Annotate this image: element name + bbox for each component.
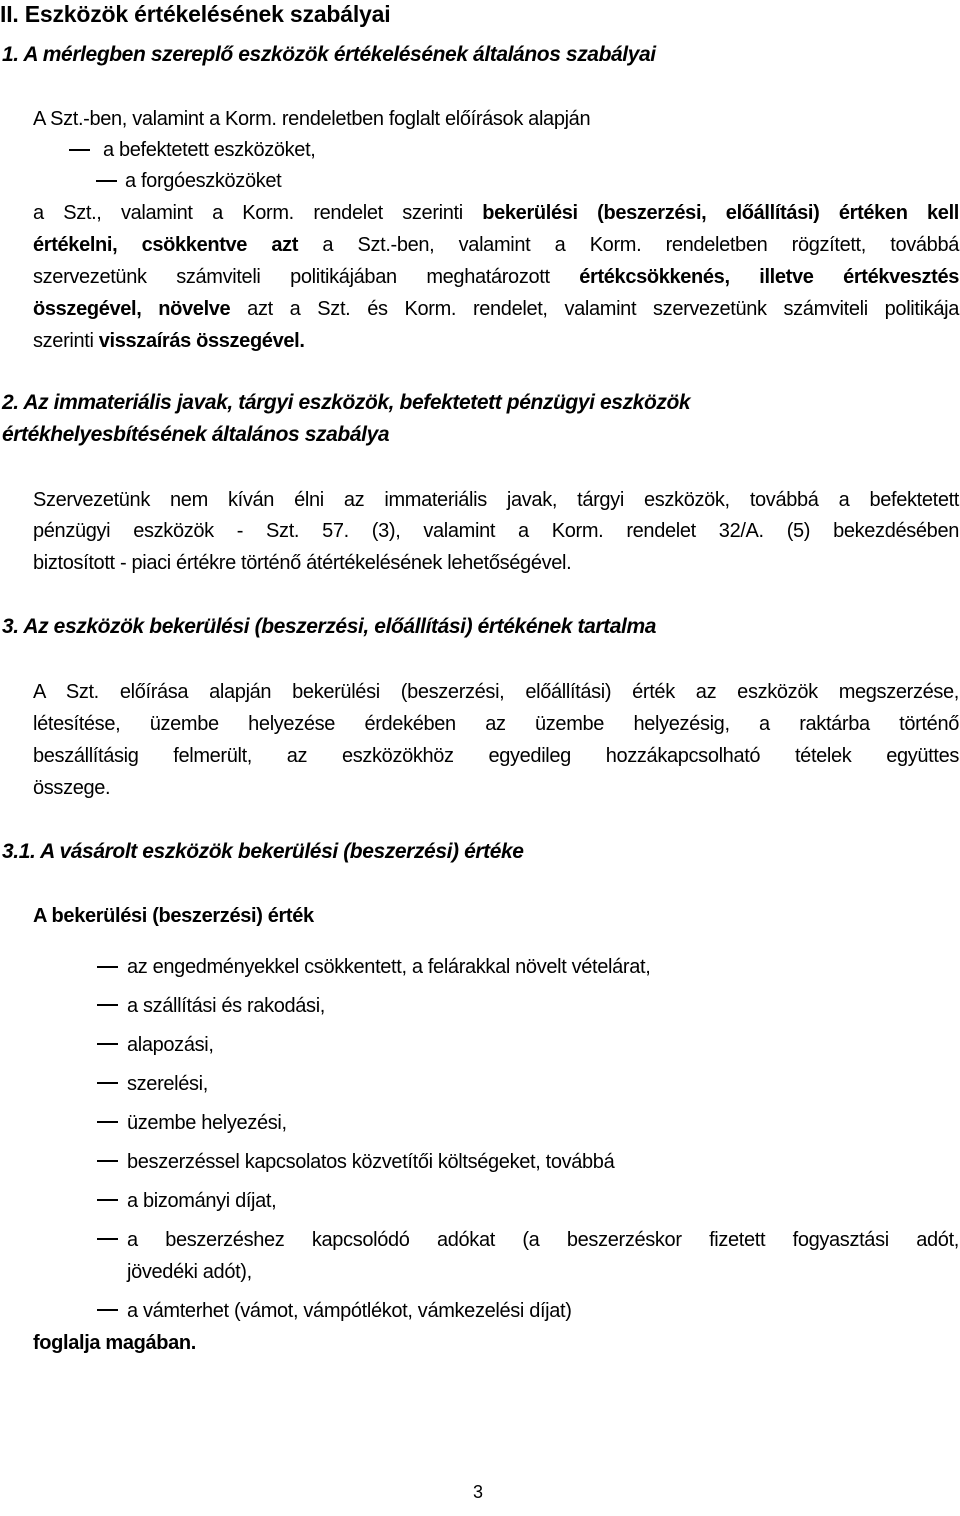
page-number: 3: [473, 1482, 484, 1502]
heading-2-line-1: 2. Az immateriális javak, tárgyi eszközök, befektetett pénzügyi eszközök: [2, 391, 691, 414]
s31-item-7: a bizományi díjat,: [127, 1190, 277, 1212]
heading-2-line-2: értékhelyesbítésének általános szabálya: [2, 423, 390, 446]
s1-line-5: szerinti visszaírás összegével.: [33, 330, 305, 352]
s31-closing: foglalja magában.: [33, 1332, 196, 1354]
s3-para-line-1: A Szt. előírása alapján bekerülési (beszerzési, előállítási) érték az eszközök megszerzése,: [33, 681, 959, 703]
s31-item-4: szerelési,: [127, 1073, 208, 1095]
dash-bullet: [97, 1238, 118, 1240]
s31-item-1: az engedményekkel csökkentett, a felárakkal növelt vételárat,: [127, 956, 651, 978]
dash-bullet: [97, 1199, 118, 1201]
s31-subheading: A bekerülési (beszerzési) érték: [33, 905, 314, 927]
dash-bullet: [97, 1121, 118, 1123]
s2-para-line-3: biztosított - piaci értékre történő átértékelésének lehetőségével.: [33, 552, 572, 574]
s31-item-9: a vámterhet (vámot, vámpótlékot, vámkezelési díjat): [127, 1300, 572, 1322]
dash-bullet: [96, 180, 117, 182]
s3-para-line-4: összege.: [33, 777, 111, 799]
s31-item-5: üzembe helyezési,: [127, 1112, 287, 1134]
s1-line-1: a Szt., valamint a Korm. rendelet szerinti bekerülési (beszerzési, előállítási) értéken kell: [33, 202, 959, 224]
s3-para-line-3: beszállításig felmerült, az eszközökhöz egyedileg hozzákapcsolható tételek együttes: [33, 745, 959, 767]
s31-item-8: a beszerzéshez kapcsolódó adókat (a beszerzéskor fizetett fogyasztási adót,: [127, 1229, 959, 1251]
s2-para-line-2: pénzügyi eszközök - Szt. 57. (3), valamint a Korm. rendelet 32/A. (5) bekezdésében: [33, 520, 959, 542]
s2-para-line-1: Szervezetünk nem kíván élni az immateriális javak, tárgyi eszközök, továbbá a befektetett: [33, 489, 959, 511]
s31-item-8-cont: jövedéki adót),: [127, 1261, 252, 1283]
dash-bullet: [97, 1309, 118, 1311]
s1-line-3: szervezetünk számviteli politikájában meghatározott értékcsökkenés, illetve értékvesztés: [33, 266, 959, 288]
s1-intro: A Szt.-ben, valamint a Korm. rendeletben foglalt előírások alapján: [33, 108, 591, 130]
dash-bullet: [97, 1082, 118, 1084]
s31-item-3: alapozási,: [127, 1034, 214, 1056]
s3-para-line-2: létesítése, üzembe helyezése érdekében az üzembe helyezésig, a raktárba történő: [33, 713, 959, 735]
s1-line-2: értékelni, csökkentve azt a Szt.-ben, valamint a Korm. rendeletben rögzített, továbbá: [33, 234, 959, 256]
dash-bullet: [97, 1160, 118, 1162]
s31-item-2: a szállítási és rakodási,: [127, 995, 326, 1017]
dash-bullet: [97, 966, 118, 968]
s31-item-6: beszerzéssel kapcsolatos közvetítői költségeket, továbbá: [127, 1151, 615, 1173]
heading-3: 3. Az eszközök bekerülési (beszerzési, előállítási) értékének tartalma: [2, 615, 657, 638]
section-title: II. Eszközök értékelésének szabályai: [0, 1, 391, 27]
heading-3-1: 3.1. A vásárolt eszközök bekerülési (beszerzési) értéke: [2, 840, 524, 863]
heading-1: 1. A mérlegben szereplő eszközök értékelésének általános szabályai: [2, 43, 656, 66]
s1-item-1: a befektetett eszközöket,: [103, 139, 316, 161]
s1-item-2: a forgóeszközöket: [125, 170, 282, 192]
dash-bullet: [97, 1043, 118, 1045]
s1-line-4: összegével, növelve azt a Szt. és Korm. rendelet, valamint szervezetünk számviteli politikája: [33, 298, 959, 320]
dash-bullet: [97, 1004, 118, 1006]
dash-bullet: [69, 149, 90, 151]
